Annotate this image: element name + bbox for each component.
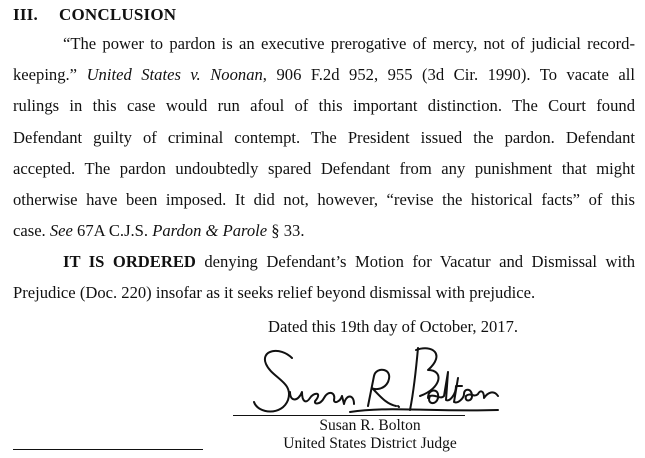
case-citation: United States v. Noonan xyxy=(86,65,263,84)
order-text: denying Defendant’s Motion for Vacatur and Dismissal with xyxy=(195,252,636,271)
citation-title: Pardon & Parole xyxy=(152,221,268,240)
signature-line xyxy=(233,415,465,416)
order-heading: IT IS ORDERED xyxy=(63,252,196,271)
order-text: Prejudice (Doc. 220) insofar as it seeks relief beyond dismissal with prejudice. xyxy=(13,283,536,302)
paragraph-line xyxy=(63,34,635,54)
section-heading xyxy=(13,5,176,25)
citation-text: 67A C.J.S. xyxy=(72,221,153,240)
section-title: CONCLUSION xyxy=(59,5,177,24)
body-text: otherwise have been imposed. It did not, however, “revise the historical facts” of this xyxy=(13,190,635,209)
paragraph-line xyxy=(13,65,635,85)
signal-see: See xyxy=(49,221,73,240)
quote-end-text: keeping.” xyxy=(13,65,87,84)
footnote-separator xyxy=(13,449,203,450)
quote-text: “The power to pardon is an executive prerogative of mercy, not of judicial record- xyxy=(63,34,635,53)
citation-section: § 33. xyxy=(267,221,305,240)
body-text: rulings in this case would run afoul of this important distinction. The Court found xyxy=(13,96,635,115)
order-line xyxy=(63,252,635,272)
paragraph-line xyxy=(13,159,635,179)
dated-line: Dated this 19th day of October, 2017. xyxy=(268,317,519,336)
judge-name: Susan R. Bolton xyxy=(319,417,421,434)
paragraph-line xyxy=(13,190,635,210)
section-number: III. xyxy=(13,5,38,24)
body-text: Defendant guilty of criminal contempt. The President issued the pardon. Defendant xyxy=(13,128,635,147)
judge-title: United States District Judge xyxy=(283,435,457,452)
paragraph-line xyxy=(13,221,635,241)
citation-text: , 906 F.2d 952, 955 (3d Cir. 1990). To vacate all xyxy=(262,65,635,84)
body-text: case. xyxy=(13,221,50,240)
handwritten-signature xyxy=(250,340,500,425)
order-line xyxy=(13,283,635,303)
paragraph-line xyxy=(13,96,635,116)
body-text: accepted. The pardon undoubtedly spared Defendant from any punishment that might xyxy=(13,159,635,178)
paragraph-line xyxy=(13,128,635,148)
